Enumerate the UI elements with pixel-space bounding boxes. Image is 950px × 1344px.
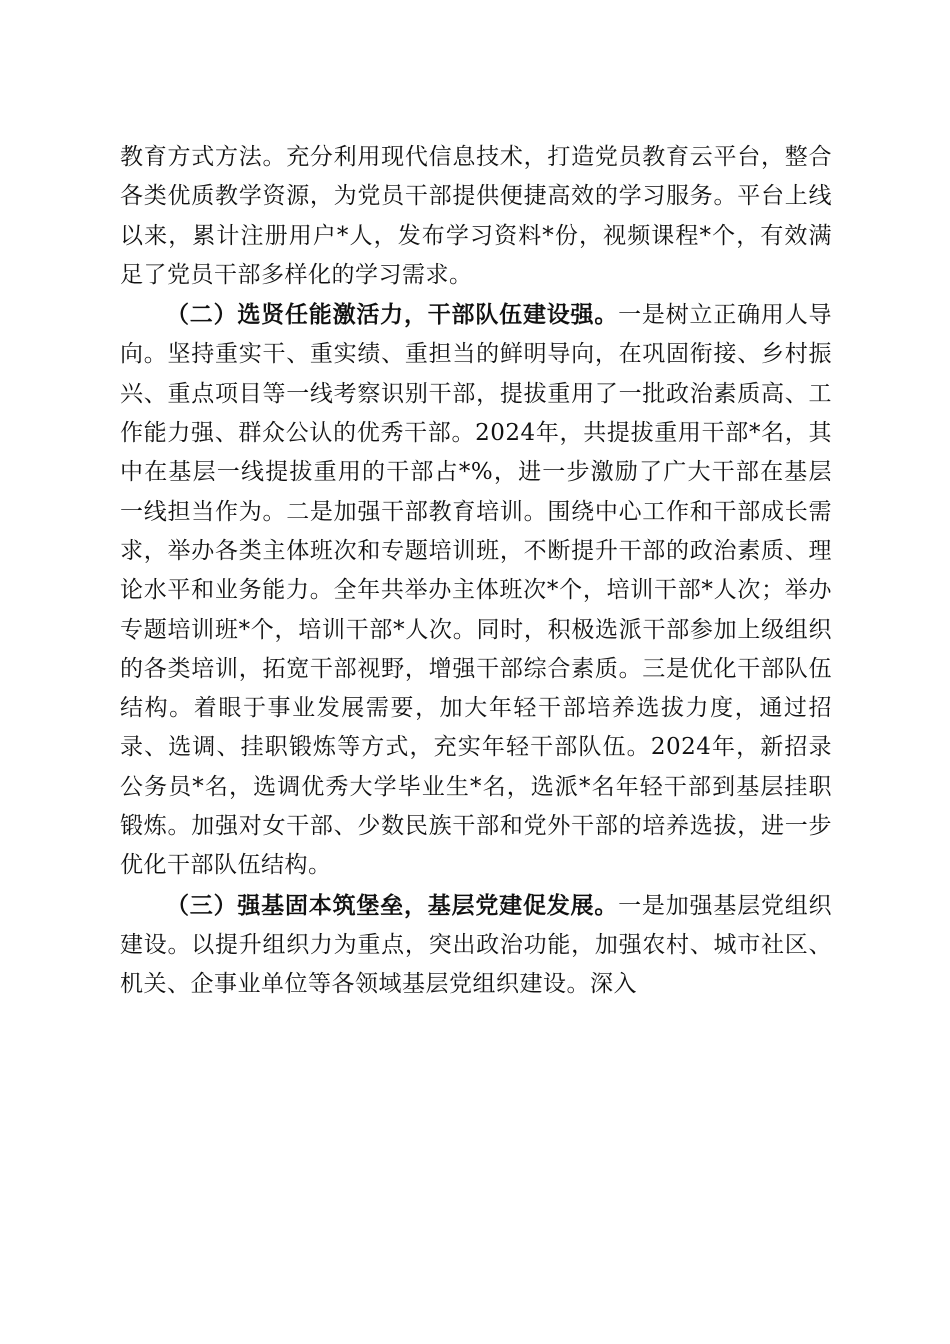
section-heading: （三）强基固本筑堡垒，基层党建促发展。 xyxy=(166,891,619,919)
section-heading: （二）选贤任能激活力，干部队伍建设强。 xyxy=(166,301,619,329)
paragraph-grassroots-party xyxy=(120,886,832,1005)
document-body xyxy=(120,138,832,1005)
paragraph-cadre-team xyxy=(120,295,832,885)
paragraph-text: 一是树立正确用人导向。坚持重实干、重实绩、重担当的鲜明导向，在巩固衔接、乡村振兴、重点项目等一线考察识别干部，提拔重用了一批政治素质高、工作能力强、群众公认的优秀干部。2024年，共提拔重用干部*名，其中在基层一线提拔重用的干部占*%，进一步激励了广大干部在基层一线担当作为。二是加强干部教育培训。围绕中心工作和干部成长需求，举办各类主体班次和专题培训班，不断提升干部的政治素质、理论水平和业务能力。全年共举办主体班次*个，培训干部*人次；举办专题培训班*个，培训干部*人次。同时，积极选派干部参加上级组织的各类培训，拓宽干部视野，增强干部综合素质。三是优化干部队伍结构。着眼于事业发展需要，加大年轻干部培养选拔力度，通过招录、选调、挂职锻炼等方式，充实年轻干部队伍。2024年，新招录公务员*名，选调优秀大学毕业生*名，选派*名年轻干部到基层挂职锻炼。加强对女干部、少数民族干部和党外干部的培养选拔，进一步优化干部队伍结构。 xyxy=(120,302,833,879)
paragraph-text: 教育方式方法。充分利用现代信息技术，打造党员教育云平台，整合各类优质教学资源，为党员干部提供便捷高效的学习服务。平台上线以来，累计注册用户*人，发布学习资料*份，视频课程*个，有效满足了党员干部多样化的学习需求。 xyxy=(120,144,832,288)
paragraph-text: 一是加强基层党组织建设。以提升组织力为重点，突出政治功能，加强农村、城市社区、机关、企事业单位等各领域基层党组织建设。深入 xyxy=(120,892,833,998)
paragraph-education-methods xyxy=(120,138,832,295)
